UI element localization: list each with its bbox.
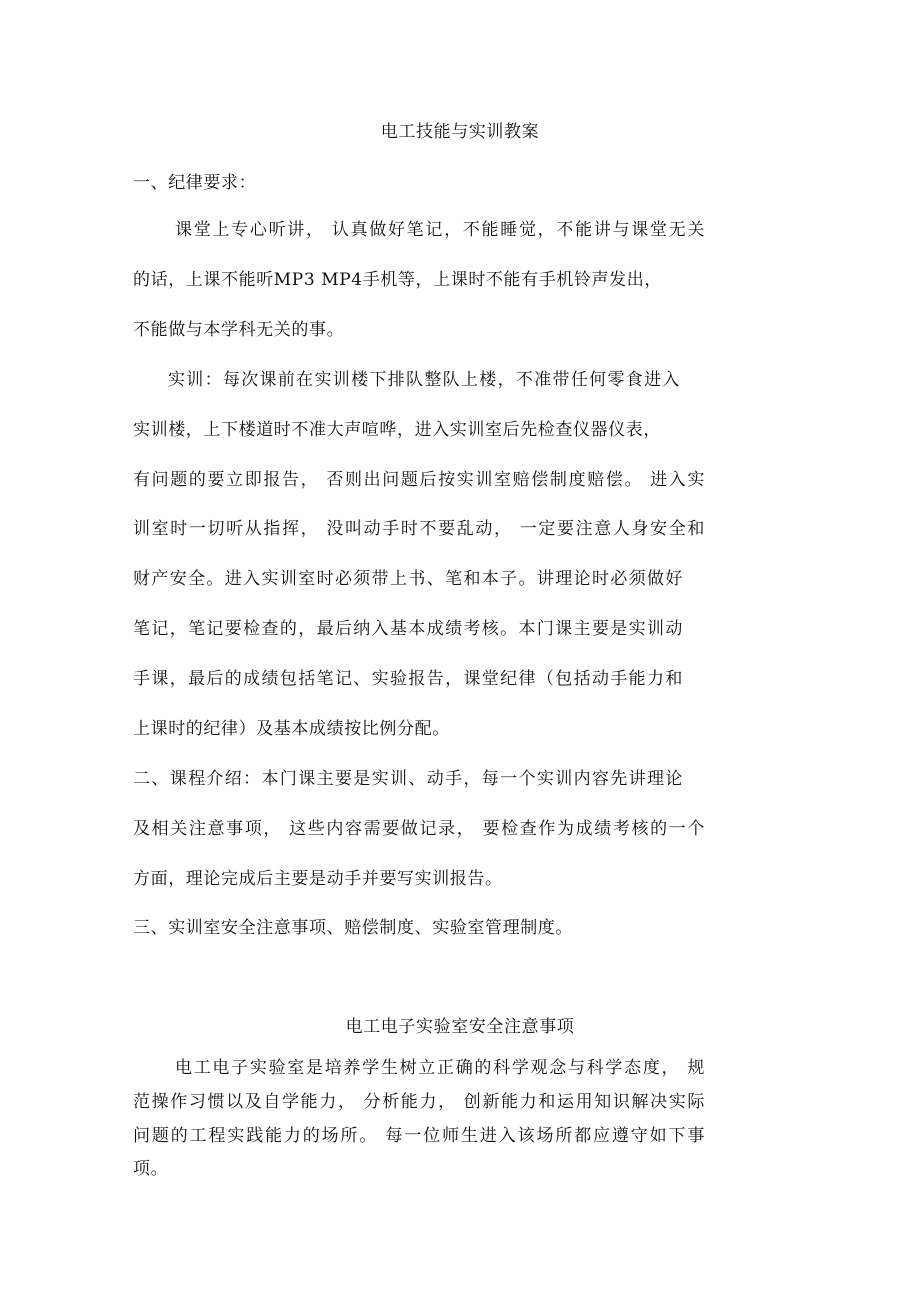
section-course-intro-line: 方面，理论完成后主要是动手并要写实训报告。 [133,869,503,889]
paragraph-line: 范操作习惯以及自学能力， 分析能力， 创新能力和运用知识解决实际 [133,1092,705,1112]
paragraph-line: 财产安全。进入实训室时必须带上书、笔和本子。讲理论时必须做好 [133,569,683,589]
paragraph-line: 课堂上专心听讲， 认真做好笔记，不能睡觉，不能讲与课堂无关 [175,220,705,240]
section-heading-safety: 三、实训室安全注意事项、赔偿制度、实验室管理制度。 [133,918,573,938]
paragraph-line: 问题的工程实践能力的场所。 每一位师生进入该场所都应遵守如下事 [133,1126,705,1146]
paragraph-line: 手课，最后的成绩包括笔记、实验报告，课堂纪律（包括动手能力和 [133,669,683,689]
paragraph-line: 的话，上课不能听MP3 MP4手机等，上课时不能有手机铃声发出， [133,270,662,290]
section-course-intro-line: 二、课程介绍：本门课主要是实训、动手，每一个实训内容先讲理论 [133,769,683,789]
paragraph-line: 笔记，笔记要检查的，最后纳入基本成绩考核。本门课主要是实训动 [133,619,683,639]
paragraph-line: 项。 [133,1159,169,1179]
paragraph-line: 电工电子实验室是培养学生树立正确的科学观念与科学态度， 规 [175,1058,705,1078]
section-heading-discipline: 一、纪律要求： [133,173,257,193]
paragraph-line: 不能做与本学科无关的事。 [133,320,345,340]
section-title-lab-safety: 电工电子实验室安全注意事项 [345,1017,575,1037]
paragraph-line: 有问题的要立即报告， 否则出问题后按实训室赔偿制度赔偿。 进入实 [133,470,705,490]
section-course-intro-line: 及相关注意事项， 这些内容需要做记录， 要检查作为成绩考核的一个 [133,819,705,839]
paragraph-line: 实训：每次课前在实训楼下排队整队上楼，不准带任何零食进入 [168,370,680,390]
paragraph-line: 实训楼，上下楼道时不准大声喧哗，进入实训室后先检查仪器仪表， [133,420,661,440]
paragraph-line: 训室时一切听从指挥， 没叫动手时不要乱动， 一定要注意人身安全和 [133,519,705,539]
paragraph-line: 上课时的纪律）及基本成绩按比例分配。 [133,719,450,739]
document-title: 电工技能与实训教案 [380,122,540,142]
